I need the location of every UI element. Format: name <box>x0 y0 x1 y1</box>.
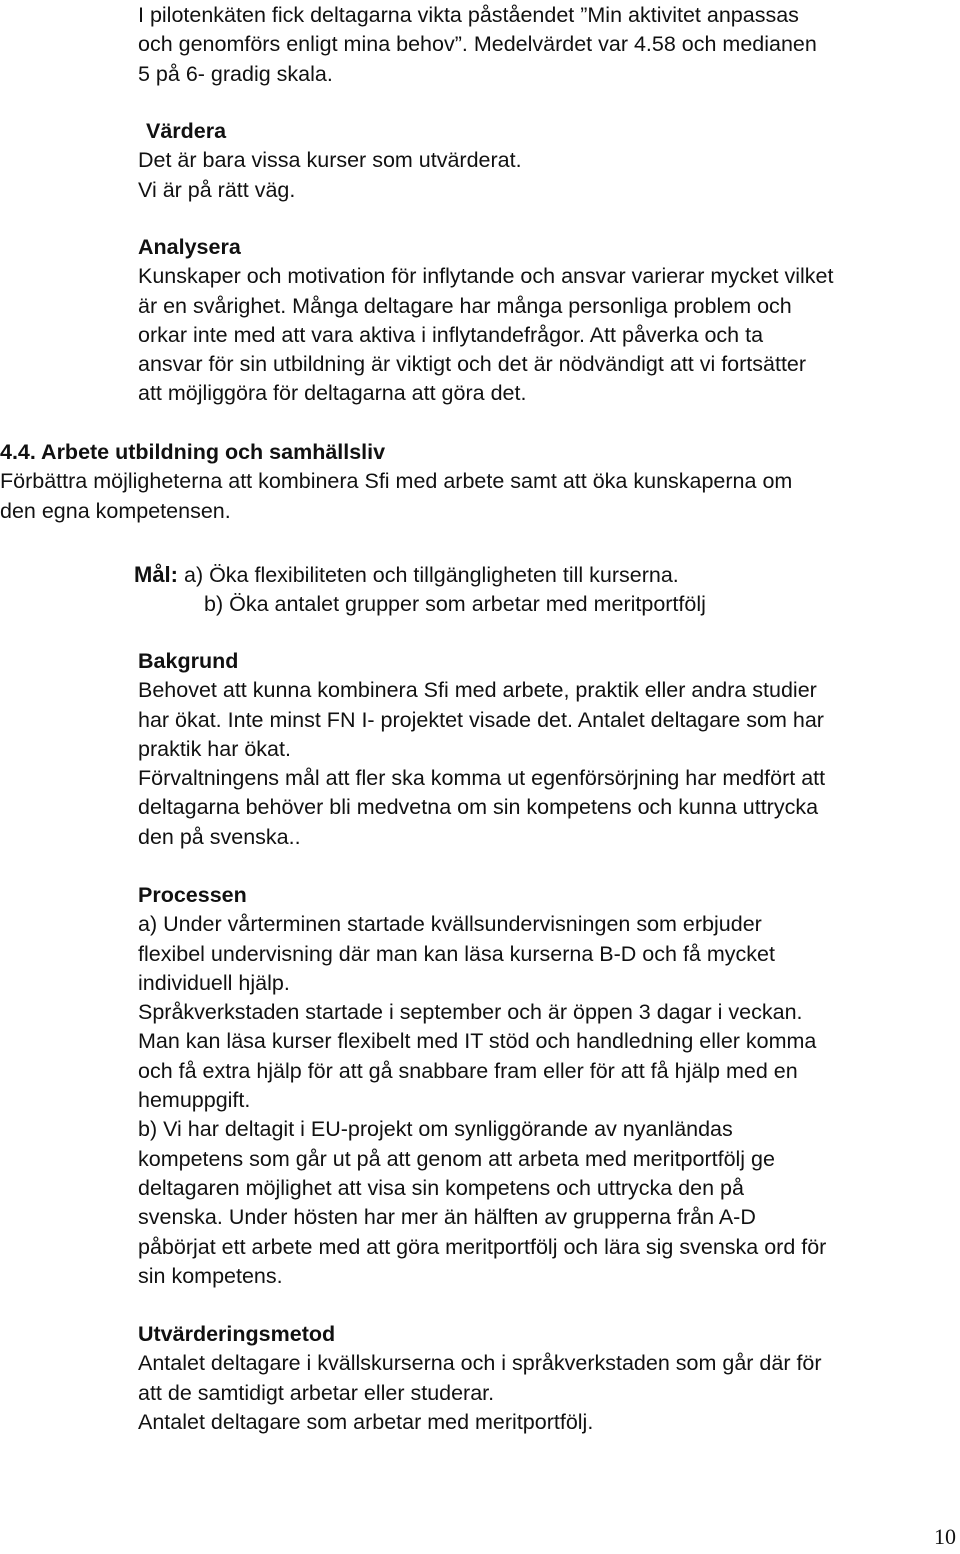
utvardering-section <box>138 1320 822 1437</box>
bakgrund-line: praktik har ökat. <box>138 736 291 761</box>
analysera-line: orkar inte med att vara aktiva i inflytandefrågor. Att påverka och ta <box>138 322 764 347</box>
processen-line: a) Under vårterminen startade kvällsundervisningen som erbjuder <box>138 912 762 937</box>
processen-line: deltagaren möjlighet att visa sin kompetens och uttrycka den på <box>138 1175 744 1200</box>
processen-line: svenska. Under hösten har mer än hälften av grupperna från A-D <box>138 1205 756 1230</box>
vardera-line: Det är bara vissa kurser som utvärderat. <box>138 148 522 173</box>
goal-block <box>134 560 679 590</box>
analysera-line: Kunskaper och motivation för inflytande och ansvar varierar mycket vilket <box>138 264 834 289</box>
bakgrund-heading: Bakgrund <box>138 649 239 673</box>
analysera-heading: Analysera <box>138 235 241 259</box>
section-heading: 4.4. Arbete utbildning och samhällsliv <box>0 440 386 464</box>
analysera-line: ansvar för sin utbildning är viktigt och det är nödvändigt att vi fortsätter <box>138 352 807 377</box>
intro-line: I pilotenkäten fick deltagarna vikta påståendet ”Min aktivitet anpassas <box>138 3 799 27</box>
goal-b-block <box>204 590 706 619</box>
goal-b: b) Öka antalet grupper som arbetar med meritportfölj <box>204 592 706 616</box>
processen-line: individuell hjälp. <box>138 970 290 995</box>
processen-line: b) Vi har deltagit i EU-projekt om synliggörande av nyanländas <box>138 1117 733 1142</box>
processen-line: hemuppgift. <box>138 1088 251 1113</box>
goal-label: Mål: <box>134 562 178 587</box>
vardera-section <box>138 117 522 205</box>
processen-line: Språkverkstaden startade i september och är öppen 3 dagar i veckan. <box>138 1000 803 1025</box>
processen-line: och få extra hjälp för att gå snabbare fram eller för att få hjälp med en <box>138 1058 798 1083</box>
analysera-section <box>138 233 833 409</box>
bakgrund-line: har ökat. Inte minst FN I- projektet visade det. Antalet deltagare som har <box>138 707 824 732</box>
utvardering-heading: Utvärderingsmetod <box>138 1322 336 1346</box>
processen-heading: Processen <box>138 883 247 907</box>
goal-a: a) Öka flexibiliteten och tillgängligheten till kurserna. <box>183 563 679 587</box>
intro-line: och genomförs enligt mina behov”. Medelvärdet var 4.58 och medianen <box>138 32 817 57</box>
vardera-heading: Värdera <box>146 119 227 143</box>
analysera-line: att möjliggöra för deltagarna att göra det. <box>138 381 527 406</box>
processen-line: Man kan läsa kurser flexibelt med IT stöd och handledning eller komma <box>138 1029 817 1054</box>
section-4-4 <box>0 438 792 526</box>
intro-line: 5 på 6- gradig skala. <box>138 61 333 86</box>
bakgrund-line: den på svenska.. <box>138 824 301 849</box>
intro-paragraph <box>138 1 817 89</box>
processen-section <box>138 881 826 1291</box>
utvardering-line: Antalet deltagare som arbetar med meritportfölj. <box>138 1409 594 1434</box>
utvardering-line: att de samtidigt arbetar eller studerar. <box>138 1380 495 1405</box>
section-line: den egna kompetensen. <box>0 498 231 523</box>
bakgrund-line: Behovet att kunna kombinera Sfi med arbete, praktik eller andra studier <box>138 678 817 703</box>
section-line: Förbättra möjligheterna att kombinera Sfi med arbete samt att öka kunskaperna om <box>0 469 793 494</box>
utvardering-line: Antalet deltagare i kvällskurserna och i språkverkstaden som går där för <box>138 1351 822 1376</box>
bakgrund-line: Förvaltningens mål att fler ska komma ut egenförsörjning har medfört att <box>138 766 826 791</box>
vardera-line: Vi är på rätt väg. <box>138 177 296 202</box>
processen-line: sin kompetens. <box>138 1263 283 1288</box>
bakgrund-section <box>138 647 825 852</box>
processen-line: kompetens som går ut på att genom att arbeta med meritportfölj ge <box>138 1146 775 1171</box>
processen-line: flexibel undervisning där man kan läsa kurserna B-D och få mycket <box>138 941 775 966</box>
processen-line: påbörjat ett arbete med att göra meritportfölj och lära sig svenska ord för <box>138 1234 827 1259</box>
bakgrund-line: deltagarna behöver bli medvetna om sin kompetens och kunna uttrycka <box>138 795 819 820</box>
analysera-line: är en svårighet. Många deltagare har många personliga problem och <box>138 293 792 318</box>
page-number: 10 <box>934 1524 956 1549</box>
